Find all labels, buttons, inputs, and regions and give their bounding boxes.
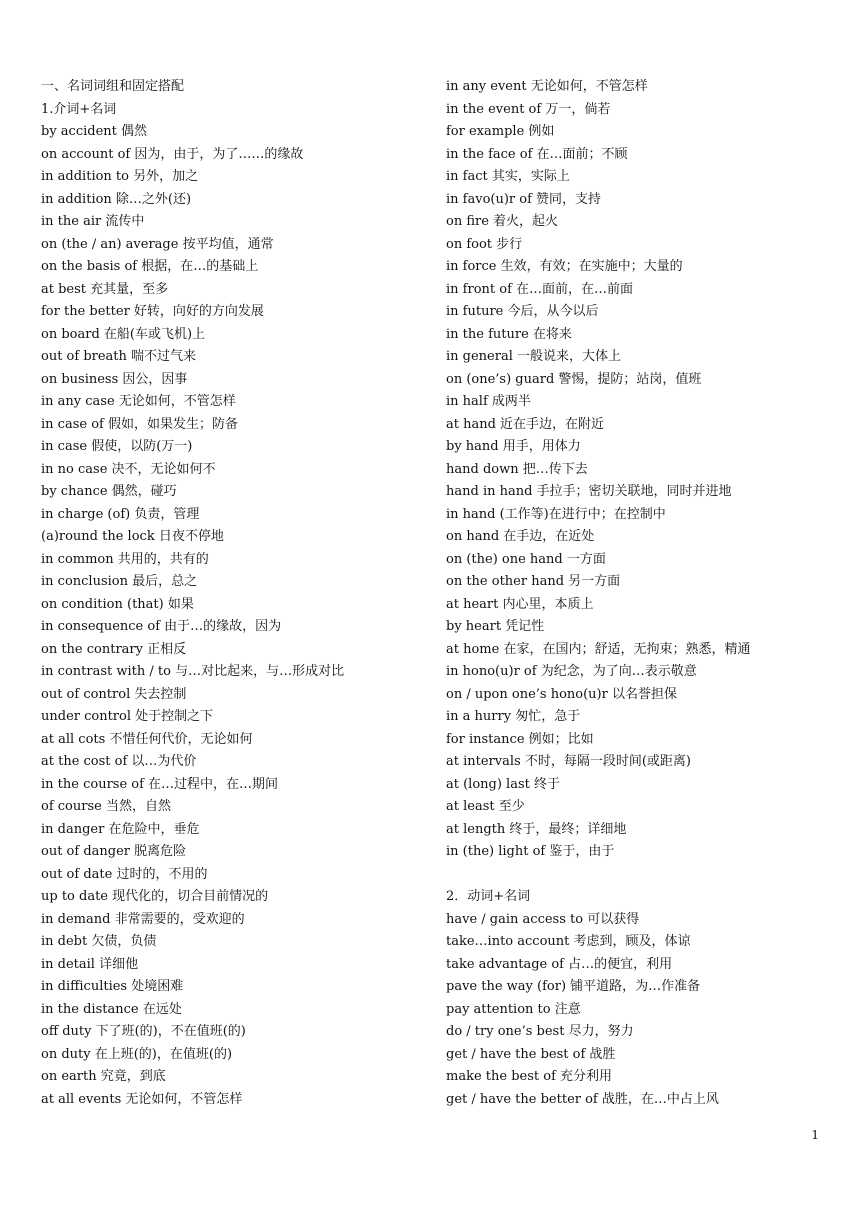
text-line: in the event of 万一，倘若: [446, 101, 611, 117]
text-line: in detail 详细他: [41, 956, 139, 972]
text-line: 1.介词+名词: [41, 101, 117, 117]
text-line: in general 一般说来，大体上: [446, 349, 621, 364]
text-line: for example 例如: [446, 124, 555, 139]
text-line: in a hurry 匆忙，急于: [446, 709, 581, 724]
left-column: [41, 76, 431, 1111]
text-line: [446, 864, 841, 887]
text-line: in addition to 另外，加之: [41, 169, 199, 184]
text-line: in no case 决不，无论如何不: [41, 461, 216, 477]
text-line: in demand 非常需要的，受欢迎的: [41, 911, 245, 927]
text-line: for the better 好转，向好的方向发展: [41, 304, 264, 319]
text-line: in future 今后，从今以后: [446, 304, 599, 319]
text-line: in the face of 在…面前；不顾: [446, 146, 628, 162]
text-line: at hand 近在手边，在附近: [446, 416, 605, 432]
text-line: in fact 其实，实际上: [446, 169, 570, 184]
text-line: by accident 偶然: [41, 124, 148, 139]
text-line: take…into account 考虑到，顾及，体谅: [446, 934, 691, 949]
text-line: under control 处于控制之下: [41, 709, 214, 724]
text-line: on earth 究竟，到底: [41, 1069, 166, 1084]
text-line: in the course of 在…过程中，在…期间: [41, 776, 279, 792]
text-line: in charge (of) 负责，管理: [41, 506, 200, 522]
text-line: out of breath 喘不过气来: [41, 349, 197, 364]
text-line: in consequence of 由于…的缘故，因为: [41, 619, 282, 634]
text-line: on the basis of 根据，在…的基础上: [41, 259, 259, 274]
text-line: for instance 例如；比如: [446, 731, 594, 747]
text-line: in addition 除…之外(还): [41, 191, 192, 207]
text-line: in contrast with / to 与…对比起来，与…形成对比: [41, 664, 345, 679]
text-line: on duty 在上班(的)，在值班(的): [41, 1046, 233, 1062]
right-column: [446, 76, 841, 1111]
text-line: in (the) light of 鉴于，由于: [446, 844, 615, 859]
text-line: on business 因公，因事: [41, 371, 188, 387]
text-line: get / have the best of 战胜: [446, 1046, 616, 1062]
text-line: in the future 在将来: [446, 326, 572, 342]
text-line: in any event 无论如何，不管怎样: [446, 79, 648, 94]
text-line: at home 在家，在国内；舒适，无拘束；熟悉，精通: [446, 641, 751, 657]
text-line: 一、名词词组和固定搭配: [41, 79, 185, 94]
text-line: in difficulties 处境困难: [41, 979, 184, 994]
text-line: at all events 无论如何，不管怎样: [41, 1091, 243, 1107]
text-line: on foot 步行: [446, 236, 523, 252]
text-line: in any case 无论如何，不管怎样: [41, 394, 236, 409]
text-line: on the contrary 正相反: [41, 641, 187, 657]
text-line: in danger 在危险中，垂危: [41, 821, 200, 837]
text-line: at best 充其量，至多: [41, 281, 169, 297]
text-line: at heart 内心里，本质上: [446, 596, 594, 612]
text-line: in the air 流传中: [41, 214, 145, 229]
text-line: do / try one’s best 尽力，努力: [446, 1024, 634, 1039]
text-line: out of control 失去控制: [41, 686, 187, 702]
text-line: on (the) one hand 一方面: [446, 551, 606, 567]
text-line: on board 在船(车或飞机)上: [41, 326, 206, 342]
text-line: have / gain access to 可以获得: [446, 911, 640, 927]
text-line: at length 终于，最终；详细地: [446, 821, 627, 837]
text-line: at (long) last 终于: [446, 776, 560, 792]
text-line: in common 共用的，共有的: [41, 551, 209, 567]
text-line: at all cots 不惜任何代价，无论如何: [41, 731, 253, 747]
text-line: pave the way (for) 铺平道路，为…作准备: [446, 979, 701, 994]
text-line: on / upon one’s hono(u)r 以名誉担保: [446, 686, 677, 702]
text-line: by hand 用手，用体力: [446, 439, 581, 454]
text-line: in hand (工作等)在进行中；在控制中: [446, 506, 666, 522]
text-line: in case 假使，以防(万一): [41, 439, 193, 454]
text-line: on the other hand 另一方面: [446, 574, 621, 589]
text-line: in the distance 在远处: [41, 1001, 182, 1017]
text-line: by chance 偶然，碰巧: [41, 484, 177, 499]
text-line: on hand 在手边，在近处: [446, 529, 595, 544]
text-line: hand in hand 手拉手；密切关联地，同时并进地: [446, 484, 732, 499]
text-line: on (one’s) guard 警惕，提防；站岗，值班: [446, 371, 702, 387]
text-line: at least 至少: [446, 799, 525, 814]
text-line: pay attention to 注意: [446, 1001, 581, 1017]
text-line: in half 成两半: [446, 394, 531, 409]
text-line: on condition (that) 如果: [41, 596, 194, 612]
page-number: 1: [811, 1128, 819, 1142]
text-line: in debt 欠债，负债: [41, 934, 157, 949]
text-line: of course 当然，自然: [41, 799, 171, 814]
text-line: out of danger 脱离危险: [41, 844, 187, 859]
text-line: on account of 因为，由于，为了……的缘故: [41, 146, 304, 162]
text-line: in favo(u)r of 赞同，支持: [446, 191, 602, 207]
text-line: hand down 把…传下去: [446, 461, 588, 477]
text-line: 2．动词+名词: [446, 889, 531, 904]
text-line: off duty 下了班(的)，不在值班(的): [41, 1024, 246, 1039]
text-line: (a)round the lock 日夜不停地: [41, 529, 224, 544]
text-line: take advantage of 占…的便宜，利用: [446, 956, 673, 972]
text-line: in case of 假如，如果发生；防备: [41, 416, 238, 432]
text-line: get / have the better of 战胜，在…中占上风: [446, 1091, 719, 1107]
text-line: on fire 着火，起火: [446, 214, 559, 229]
text-line: at intervals 不时，每隔一段时间(或距离): [446, 754, 691, 769]
text-line: in front of 在…面前，在…前面: [446, 281, 634, 297]
text-line: out of date 过时的，不用的: [41, 866, 208, 882]
text-line: by heart 凭记性: [446, 619, 545, 634]
text-line: at the cost of 以…为代价: [41, 754, 197, 769]
text-line: make the best of 充分利用: [446, 1069, 613, 1084]
text-line: up to date 现代化的，切合目前情况的: [41, 889, 269, 904]
text-line: in force 生效，有效；在实施中；大量的: [446, 259, 683, 274]
text-line: in hono(u)r of 为纪念，为了向…表示敬意: [446, 664, 697, 679]
text-line: in conclusion 最后，总之: [41, 574, 198, 589]
text-line: on (the / an) average 按平均值，通常: [41, 236, 274, 252]
